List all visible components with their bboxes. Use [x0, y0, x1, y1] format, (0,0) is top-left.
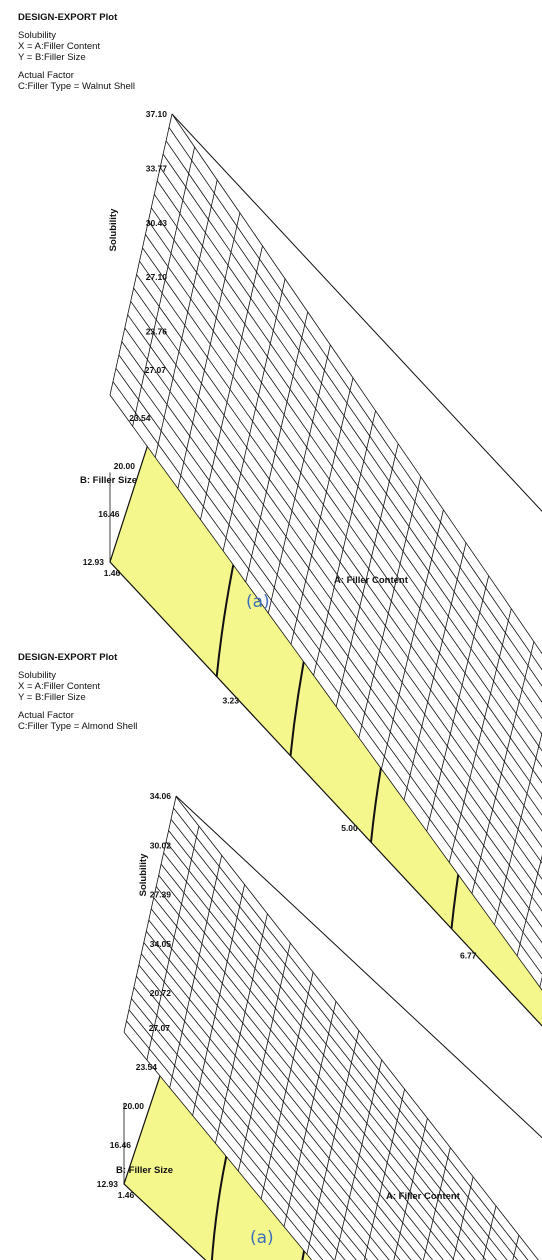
z-tick-label: 27.39: [149, 889, 171, 900]
y-axis-label: B: Filler Size: [116, 1165, 174, 1176]
x-tick-label: 5.00: [341, 823, 358, 833]
plot-panel-2: [0, 630, 542, 1260]
surface-plot-2: [0, 630, 542, 1260]
y-tick-label: 12.93: [96, 1179, 118, 1189]
response-name: Solubility: [18, 30, 57, 41]
actual-factor-value: C:Filler Type = Walnut Shell: [18, 81, 135, 92]
x-axis-label: A: Filler Content: [386, 1191, 460, 1202]
actual-factor-value: C:Filler Type = Almond Shell: [18, 721, 138, 732]
x-tick-label: 1.46: [103, 568, 121, 578]
z-tick-label: 33.77: [145, 163, 167, 174]
y-tick-label: 12.93: [82, 557, 104, 567]
plot-title: DESIGN-EXPORT Plot: [18, 652, 118, 663]
y-tick-label: 27.07: [144, 365, 166, 375]
z-tick-label: 27.10: [145, 272, 167, 283]
z-axis-label: Solubility: [108, 208, 119, 252]
y-tick-label: 16.46: [98, 509, 120, 519]
response-name: Solubility: [18, 670, 57, 681]
figure-caption: (a): [246, 592, 270, 612]
x-tick-label: 1.46: [117, 1190, 135, 1200]
y-definition: Y = B:Filler Size: [18, 692, 86, 703]
y-definition: Y = B:Filler Size: [18, 52, 86, 63]
z-tick-label: 37.10: [145, 109, 167, 119]
x-definition: X = A:Filler Content: [18, 41, 101, 52]
z-tick-label: 34.05: [149, 938, 171, 949]
x-axis-label: A: Filler Content: [334, 575, 408, 586]
x-tick-label: 3.23: [222, 695, 240, 706]
x-tick-label: 6.77: [459, 950, 477, 961]
y-tick-label: 16.46: [109, 1140, 131, 1150]
z-tick-label: 30.43: [145, 217, 167, 228]
plot-title: DESIGN-EXPORT Plot: [18, 12, 118, 23]
x-definition: X = A:Filler Content: [18, 681, 101, 692]
z-axis-label: Solubility: [138, 853, 149, 897]
y-axis-label: B: Filler Size: [80, 475, 138, 486]
z-tick-label: 34.06: [149, 791, 171, 801]
y-tick-label: 23.54: [129, 413, 151, 423]
y-tick-label: 20.00: [122, 1101, 144, 1111]
actual-factor-title: Actual Factor: [18, 70, 74, 81]
z-tick-label: 30.02: [149, 840, 171, 851]
actual-factor-title: Actual Factor: [18, 710, 74, 721]
y-tick-label: 27.07: [148, 1023, 170, 1033]
z-tick-label: 23.76: [145, 326, 167, 337]
y-tick-label: 20.00: [113, 461, 135, 471]
figure-caption: (a): [250, 1228, 274, 1248]
y-tick-label: 23.54: [135, 1062, 157, 1072]
z-tick-label: 20.72: [149, 988, 171, 999]
